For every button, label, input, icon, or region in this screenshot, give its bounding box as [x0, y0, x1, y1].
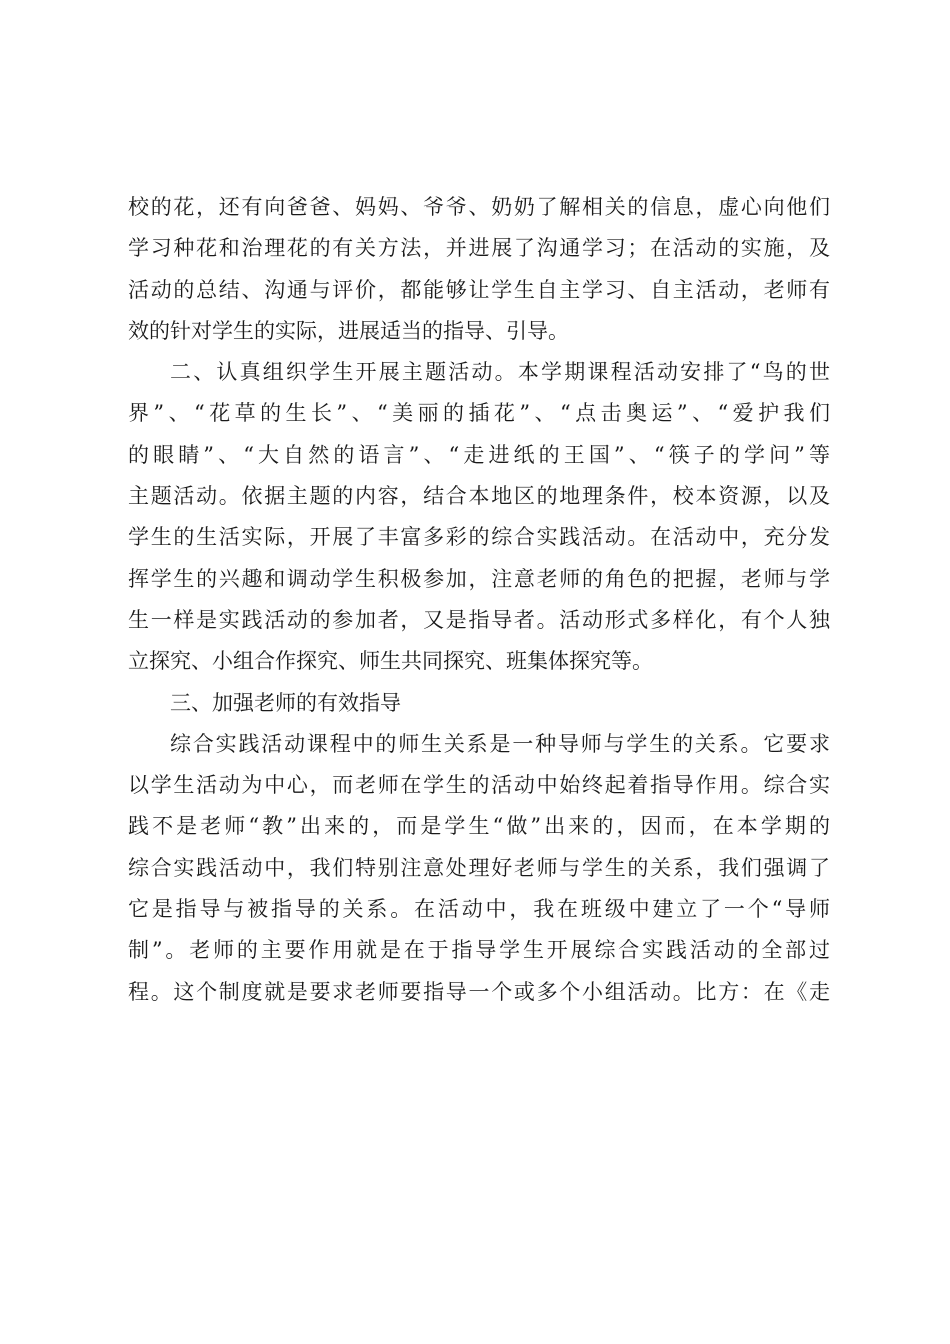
text-line: 主题活动。依据主题的内容，结合本地区的地理条件，校本资源，以及: [128, 484, 830, 509]
text-line: 立探究、小组合作探究、师生共同探究、班集体探究等。: [128, 649, 653, 674]
text-line: 学生的生活实际，开展了丰富多彩的综合实践活动。在活动中，充分发: [128, 525, 830, 550]
text-line: 挥学生的兴趣和调动学生积极参加，注意老师的角色的把握，老师与学: [128, 566, 830, 591]
text-line: 学习种花和治理花的有关方法，并进展了沟通学习；在活动的实施，及: [128, 236, 830, 261]
text-line: 综合实践活动中，我们特别注意处理好老师与学生的关系，我们强调了: [128, 855, 830, 880]
text-line: 三、加强老师的有效指导: [170, 690, 401, 715]
text-line: 践不是老师“教”出来的，而是学生“做”出来的，因而，在本学期的: [128, 814, 830, 839]
text-line: 制”。老师的主要作用就是在于指导学生开展综合实践活动的全部过: [128, 938, 830, 963]
body-text: [128, 187, 830, 1013]
text-line: 界”、“花草的生长”、“美丽的插花”、“点击奥运”、“爱护我们: [128, 401, 830, 426]
text-line: 校的花，还有向爸爸、妈妈、爷爷、奶奶了解相关的信息，虚心向他们: [128, 195, 830, 219]
text-line: 以学生活动为中心，而老师在学生的活动中始终起着指导作用。综合实: [128, 773, 830, 798]
text-line: 生一样是实践活动的参加者，又是指导者。活动形式多样化，有个人独: [128, 607, 830, 632]
text-line: 效的针对学生的实际，进展适当的指导、引导。: [128, 318, 569, 343]
text-line: 程。这个制度就是要求老师要指导一个或多个小组活动。比方：在《走: [128, 979, 830, 1004]
text-line: 它是指导与被指导的关系。在活动中，我在班级中建立了一个“导师: [128, 897, 830, 922]
text-line: 二、认真组织学生开展主题活动。本学期课程活动安排了“鸟的世: [170, 360, 830, 385]
text-line: 的眼睛”、“大自然的语言”、“走进纸的王国”、“筷子的学问”等: [128, 442, 830, 467]
text-line: 活动的总结、沟通与评价，都能够让学生自主学习、自主活动，老师有: [128, 277, 830, 302]
text-line: 综合实践活动课程中的师生关系是一种导师与学生的关系。它要求: [170, 731, 830, 756]
